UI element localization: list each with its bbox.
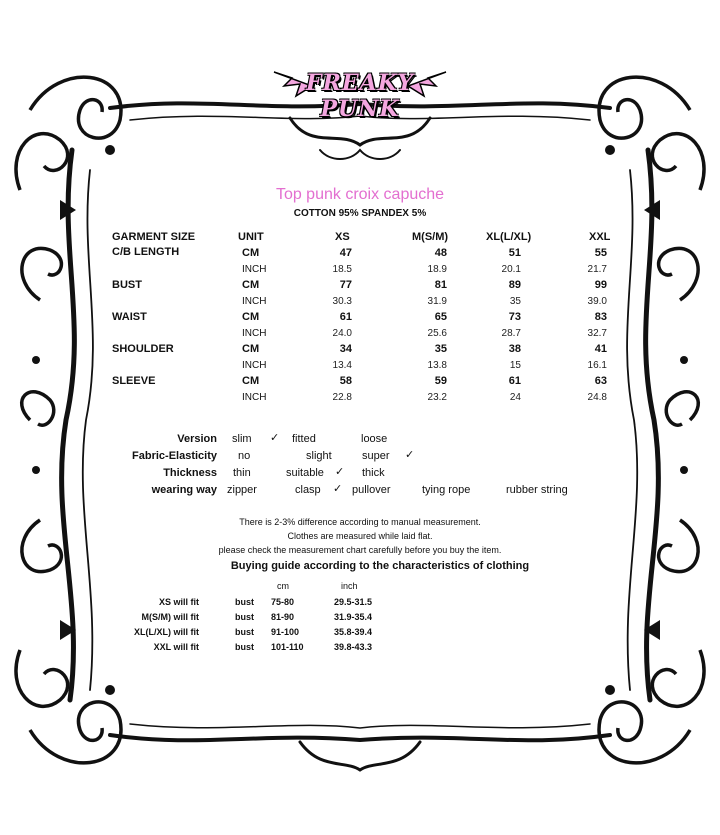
guide-cm: 91-100 bbox=[271, 627, 300, 637]
option: suitable bbox=[286, 467, 324, 479]
cm-value: 77 bbox=[339, 279, 352, 291]
check-icon: ✓ bbox=[405, 449, 415, 461]
unit-inch: INCH bbox=[242, 328, 267, 339]
cm-value: 51 bbox=[508, 247, 521, 259]
inch-value: 24.8 bbox=[587, 392, 607, 403]
header-garment-size: GARMENT SIZE bbox=[112, 231, 196, 243]
cm-value: 83 bbox=[594, 311, 607, 323]
unit-inch: INCH bbox=[242, 264, 267, 275]
check-icon: ✓ bbox=[335, 466, 345, 478]
guide-part: bust bbox=[235, 627, 254, 637]
option: zipper bbox=[227, 484, 257, 496]
inch-value: 32.7 bbox=[587, 328, 607, 339]
attr-label-version: Version bbox=[177, 433, 217, 445]
brand-name: FREAKY PUNK bbox=[306, 70, 414, 122]
row-label: BUST bbox=[112, 279, 142, 291]
guide-part: bust bbox=[235, 597, 254, 607]
row-label: SLEEVE bbox=[112, 375, 156, 387]
option: no bbox=[238, 450, 251, 462]
cm-value: 47 bbox=[339, 247, 352, 259]
unit-inch: INCH bbox=[242, 392, 267, 403]
cm-value: 41 bbox=[594, 343, 607, 355]
cm-value: 38 bbox=[508, 343, 521, 355]
option: thick bbox=[362, 467, 385, 479]
cm-value: 58 bbox=[339, 375, 352, 387]
option: slight bbox=[306, 450, 332, 462]
guide-inch: 29.5-31.5 bbox=[334, 597, 373, 607]
guide-row-label: XS will fit bbox=[158, 597, 199, 607]
row-label: WAIST bbox=[112, 311, 147, 323]
guide-part: bust bbox=[235, 642, 254, 652]
row-label: SHOULDER bbox=[112, 343, 174, 355]
inch-value: 24.0 bbox=[332, 328, 352, 339]
buying-guide-title: Buying guide according to the characteristics of clothing bbox=[230, 560, 530, 572]
unit-inch: INCH bbox=[242, 360, 267, 371]
attr-label-wearing-way: wearing way bbox=[151, 484, 217, 496]
cm-value: 63 bbox=[594, 375, 607, 387]
header-size-xl: XL(L/XL) bbox=[486, 231, 532, 243]
guide-col-cm: cm bbox=[277, 581, 289, 591]
note-line: Clothes are measured while laid flat. bbox=[287, 531, 433, 541]
cm-value: 59 bbox=[434, 375, 447, 387]
option: super bbox=[362, 450, 390, 462]
cm-value: 34 bbox=[339, 343, 352, 355]
inch-value: 18.9 bbox=[427, 264, 447, 275]
unit-cm: CM bbox=[242, 375, 260, 387]
brand-logo bbox=[272, 64, 448, 122]
inch-value: 18.5 bbox=[332, 264, 352, 275]
option: pullover bbox=[352, 484, 391, 496]
cm-value: 81 bbox=[434, 279, 447, 291]
unit-cm: CM bbox=[242, 343, 260, 355]
cm-value: 61 bbox=[339, 311, 352, 323]
guide-inch: 31.9-35.4 bbox=[334, 612, 373, 622]
header-size-xs: XS bbox=[335, 231, 350, 243]
cm-value: 89 bbox=[508, 279, 521, 291]
attr-label-thickness: Thickness bbox=[163, 467, 217, 479]
inch-value: 13.4 bbox=[332, 360, 352, 371]
cm-value: 99 bbox=[594, 279, 607, 291]
option: clasp bbox=[295, 484, 321, 496]
inch-value: 21.7 bbox=[587, 264, 607, 275]
fabric-composition: COTTON 95% SPANDEX 5% bbox=[293, 208, 427, 219]
guide-cm: 81-90 bbox=[271, 612, 295, 622]
cm-value: 35 bbox=[434, 343, 447, 355]
option: rubber string bbox=[506, 484, 568, 496]
guide-inch: 39.8-43.3 bbox=[334, 642, 373, 652]
header-size-m: M(S/M) bbox=[412, 231, 449, 243]
inch-value: 24 bbox=[509, 392, 521, 403]
row-label: C/B LENGTH bbox=[112, 246, 180, 258]
note-line: There is 2-3% difference according to manual measurement. bbox=[239, 517, 481, 527]
cm-value: 65 bbox=[434, 311, 447, 323]
cm-value: 73 bbox=[508, 311, 521, 323]
inch-value: 16.1 bbox=[587, 360, 607, 371]
attr-label-elasticity: Fabric-Elasticity bbox=[132, 450, 217, 462]
guide-row-label: XXL will fit bbox=[153, 642, 199, 652]
check-icon: ✓ bbox=[333, 483, 343, 495]
option: thin bbox=[233, 467, 251, 479]
inch-value: 39.0 bbox=[587, 296, 607, 307]
product-title: Top punk croix capuche bbox=[275, 186, 445, 203]
guide-part: bust bbox=[235, 612, 254, 622]
guide-row-label: XL(L/XL) will fit bbox=[134, 627, 199, 637]
inch-value: 15 bbox=[509, 360, 521, 371]
guide-inch: 35.8-39.4 bbox=[334, 627, 373, 637]
inch-value: 20.1 bbox=[501, 264, 521, 275]
inch-value: 35 bbox=[509, 296, 521, 307]
inch-value: 28.7 bbox=[501, 328, 521, 339]
option: slim bbox=[232, 433, 252, 445]
option: tying rope bbox=[422, 484, 471, 496]
inch-value: 22.8 bbox=[332, 392, 352, 403]
guide-col-inch: inch bbox=[341, 581, 358, 591]
inch-value: 13.8 bbox=[427, 360, 447, 371]
note-line: please check the measurement chart carefully before you buy the item. bbox=[218, 545, 502, 555]
option: loose bbox=[361, 433, 388, 445]
cm-value: 61 bbox=[508, 375, 521, 387]
guide-cm: 75-80 bbox=[271, 597, 295, 607]
inch-value: 31.9 bbox=[427, 296, 447, 307]
header-size-xxl: XXL bbox=[589, 231, 611, 243]
guide-row-label: M(S/M) will fit bbox=[141, 612, 199, 622]
cm-value: 55 bbox=[594, 247, 607, 259]
inch-value: 30.3 bbox=[332, 296, 352, 307]
cm-value: 48 bbox=[434, 247, 447, 259]
guide-cm: 101-110 bbox=[271, 642, 304, 652]
option: fitted bbox=[292, 433, 316, 445]
unit-inch: INCH bbox=[242, 296, 267, 307]
check-icon: ✓ bbox=[270, 432, 280, 444]
inch-value: 25.6 bbox=[427, 328, 447, 339]
inch-value: 23.2 bbox=[427, 392, 447, 403]
unit-cm: CM bbox=[242, 311, 260, 323]
unit-cm: CM bbox=[242, 247, 260, 259]
unit-cm: CM bbox=[242, 279, 260, 291]
header-unit: UNIT bbox=[238, 231, 264, 243]
